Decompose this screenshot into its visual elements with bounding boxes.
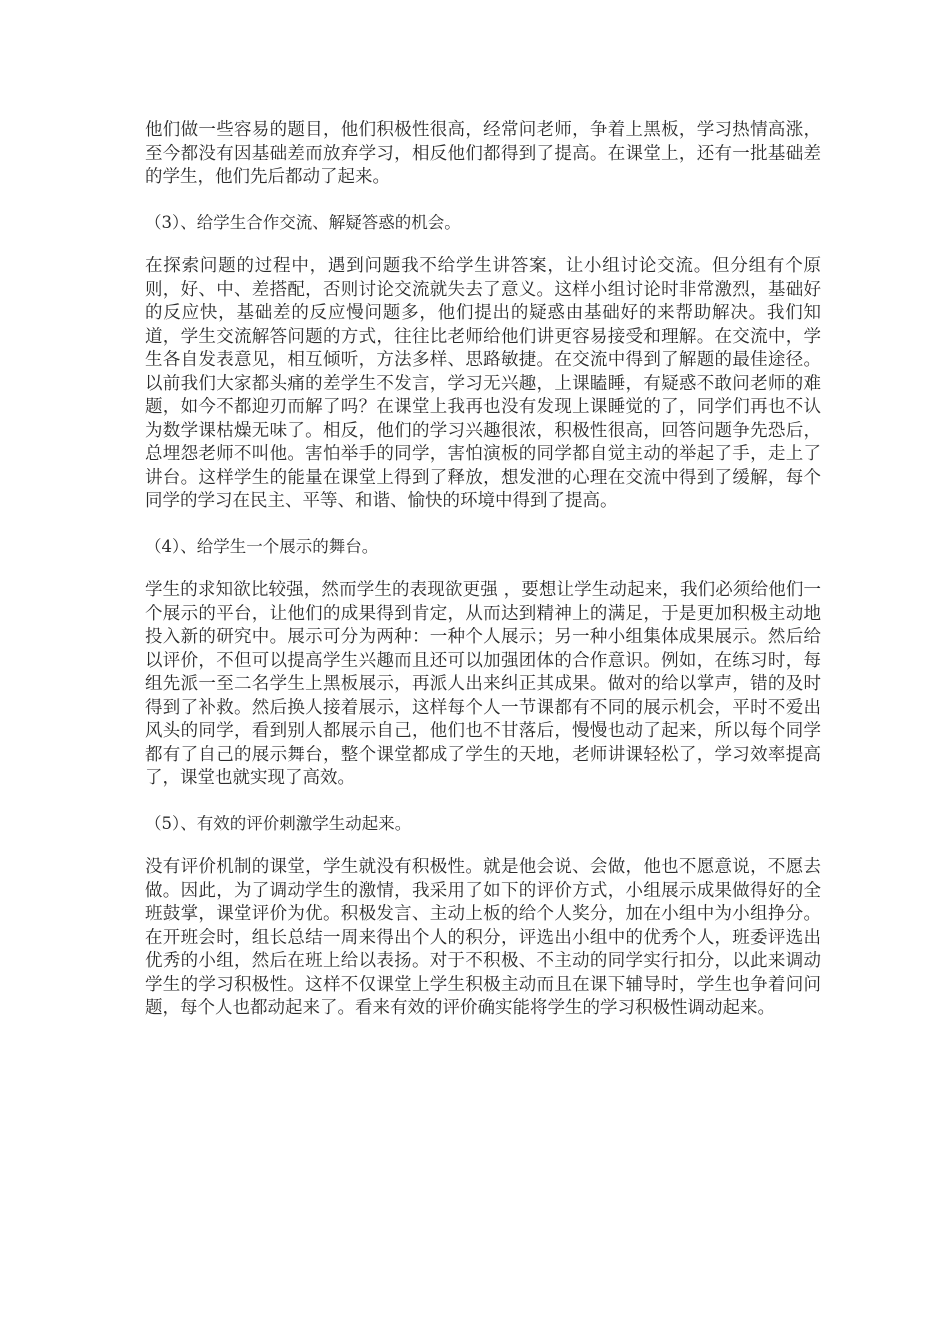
body-paragraph: 在探索问题的过程中，遇到问题我不给学生讲答案，让小组讨论交流。但分组有个原则，好、中、差搭配，否则讨论交流就失去了意义。这样小组讨论时非常激烈，基础好的反应快，基础差的反应慢问题多，他们提出的疑惑由基础好的来帮助解决。我们知道，学生交流解答问题的方式，往往比老师给他们讲更容易接受和理解。在交流中，学生各自发表意见，相互倾听，方法多样、思路敏捷。在交流中得到了解题的最佳途径。以前我们大家都头痛的差学生不发言，学习无兴趣，上课瞌睡，有疑惑不敢问老师的难题，如今不都迎刃而解了吗？在课堂上我再也没有发现上课睡觉的了，同学们再也不认为数学课枯燥无味了。相反，他们的学习兴趣很浓，积极性很高，回答问题争先恐后，总埋怨老师不叫他。害怕举手的同学，害怕演板的同学都自觉主动的举起了手，走上了讲台。这样学生的能量在课堂上得到了释放，想发泄的心理在交流中得到了缓解，每个同学的学习在民主、平等、和谐、愉快的环境中得到了提高。 [145,256,821,511]
body-paragraph: 没有评价机制的课堂，学生就没有积极性。就是他会说、会做，他也不愿意说，不愿去做。因此，为了调动学生的激情，我采用了如下的评价方式，小组展示成果做得好的全班鼓掌，课堂评价为优。积极发言、主动上板的给个人奖分，加在小组中为小组挣分。在开班会时，组长总结一周来得出个人的积分，评选出小组中的优秀个人，班委评选出优秀的小组，然后在班上给以表扬。对于不积极、不主动的同学实行扣分，以此来调动学生的学习积极性。这样不仅课堂上学生积极主动而且在课下辅导时，学生也争着问问题，每个人也都动起来了。看来有效的评价确实能将学生的学习积极性调动起来。 [145,857,821,1018]
section-heading-3: （3）、给学生合作交流、解疑答惑的机会。 [145,212,461,232]
section-heading-5: （5）、有效的评价刺激学生动起来。 [145,813,412,833]
document-body [145,119,821,1042]
section-heading-4: （4）、给学生一个展示的舞台。 [145,536,379,556]
body-paragraph: 他们做一些容易的题目，他们积极性很高，经常问老师，争着上黑板，学习热情高涨，至今都没有因基础差而放弃学习，相反他们都得到了提高。在课堂上，还有一批基础差的学生，他们先后都动了起来。 [145,120,821,187]
body-paragraph: 学生的求知欲比较强，然而学生的表现欲更强 ，要想让学生动起来，我们必须给他们一个展示的平台，让他们的成果得到肯定，从而达到精神上的满足，于是更加积极主动地投入新的研究中。展示可分为两种：一种个人展示；另一种小组集体成果展示。然后给以评价，不但可以提高学生兴趣而且还可以加强团体的合作意识。例如，在练习时，每组先派一至二名学生上黑板展示，再派人出来纠正其成果。做对的给以掌声，错的及时得到了补救。然后换人接着展示，这样每个人一节课都有不同的展示机会，平时不爱出风头的同学，看到别人都展示自己，他们也不甘落后，慢慢也动了起来，所以每个同学都有了自己的展示舞台，整个课堂都成了学生的天地，老师讲课轻松了，学习效率提高了，课堂也就实现了高效。 [145,580,821,788]
